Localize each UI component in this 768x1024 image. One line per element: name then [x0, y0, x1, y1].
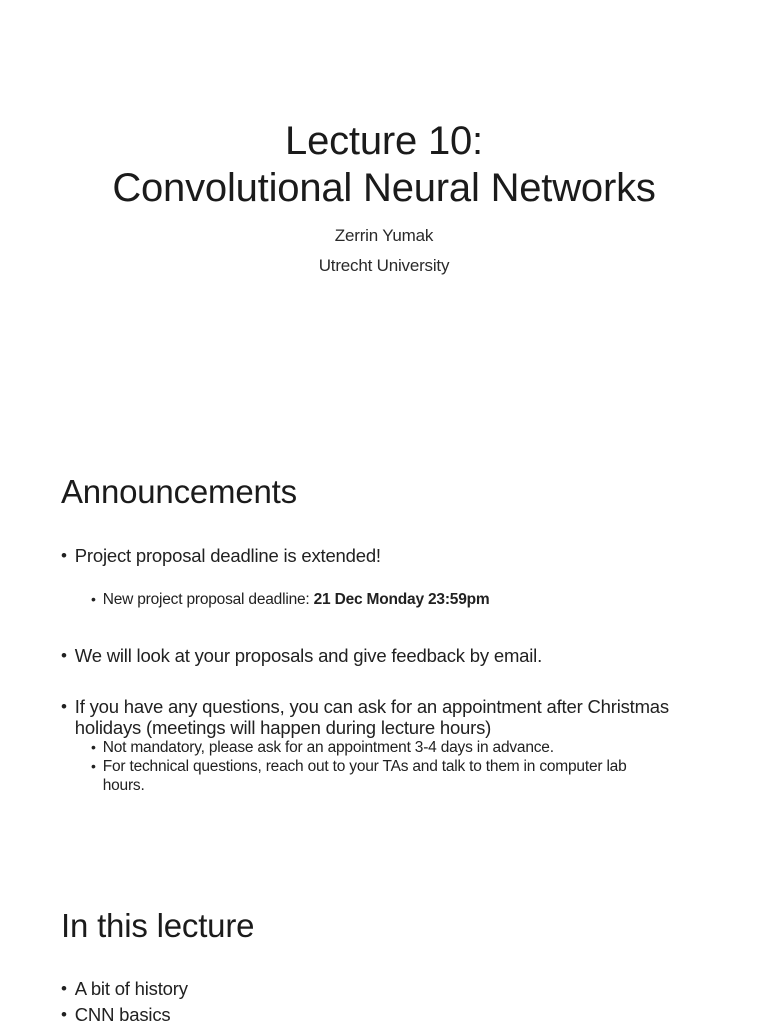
subbullet-text: [103, 757, 627, 795]
bullet-icon: •: [91, 739, 96, 755]
subbullet-text-line-2: hours.: [102, 777, 145, 794]
subbullet-technical-questions: [91, 757, 627, 795]
bullet-history: [61, 976, 188, 1002]
subbullet-text-line-1: For technical questions, reach out to your TAs and talk to them in computer lab: [102, 758, 627, 775]
subbullet-text-normal: New project proposal deadline:: [102, 591, 314, 608]
bullet-cnn-basics: [61, 1002, 188, 1024]
bullet-icon: •: [61, 546, 67, 565]
bullet-proposal-deadline: [61, 545, 381, 567]
bullet-text: Project proposal deadline is extended!: [74, 545, 381, 566]
bullet-icon: •: [61, 979, 67, 998]
bullet-icon: •: [61, 697, 67, 716]
bullet-text-line-2: holidays (meetings will happen during lecture hours): [74, 717, 492, 738]
bullet-text: We will look at your proposals and give feedback by email.: [74, 645, 543, 666]
outline-heading: In this lecture: [61, 907, 255, 944]
outline-list: [61, 976, 188, 1024]
title-slide: [0, 0, 768, 432]
affiliation: Utrecht University: [318, 256, 450, 275]
announcements-slide: [0, 432, 768, 864]
subbullet-new-deadline: [91, 590, 490, 609]
bullet-icon: •: [61, 646, 67, 665]
subbullet-not-mandatory: [91, 738, 554, 757]
deck-title-line-2: Convolutional Neural Networks: [112, 166, 656, 210]
bullet-text: CNN basics: [74, 1004, 171, 1024]
outline-slide: [0, 864, 768, 1024]
bullet-icon: •: [91, 758, 96, 774]
author-name: Zerrin Yumak: [334, 226, 434, 245]
subbullet-text: Not mandatory, please ask for an appointment 3-4 days in advance.: [102, 739, 554, 756]
bullet-appointment: [61, 696, 669, 738]
bullet-icon: •: [91, 591, 96, 607]
deck-title-line-1: Lecture 10:: [285, 119, 483, 163]
bullet-text: A bit of history: [74, 978, 188, 999]
deadline-date: 21 Dec Monday 23:59pm: [313, 591, 490, 608]
bullet-icon: •: [61, 1005, 67, 1024]
bullet-text-line-1: If you have any questions, you can ask for an appointment after Christmas: [74, 696, 669, 717]
subbullet-text: [103, 590, 490, 609]
deck-title: [0, 118, 768, 212]
bullet-feedback: [61, 645, 542, 667]
bullet-text: [75, 696, 669, 738]
announcements-heading: Announcements: [61, 473, 297, 510]
